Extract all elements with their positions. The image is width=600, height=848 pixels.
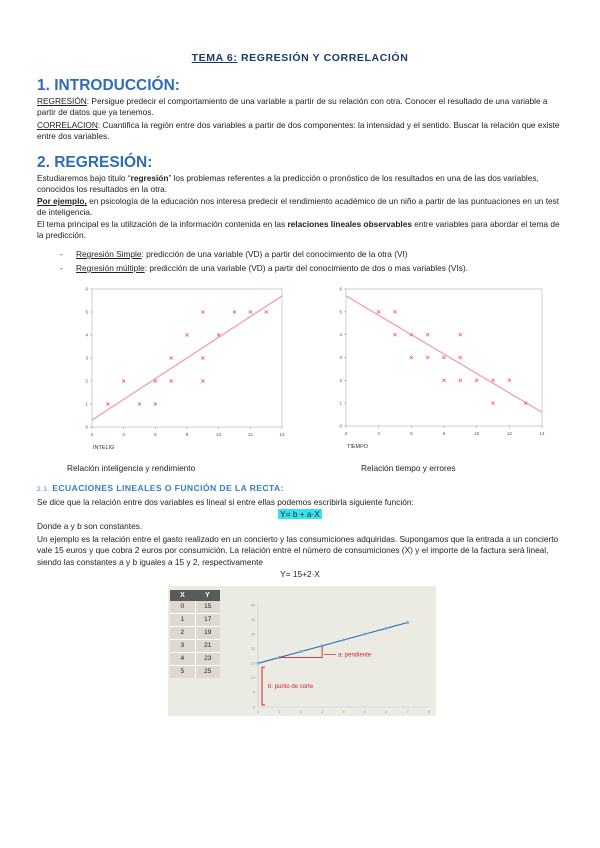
document-title (0, 52, 600, 64)
regression-line (346, 296, 542, 412)
x-axis-label: TIEMPO (347, 444, 369, 449)
y-tick-label: 0 (339, 423, 342, 429)
data-point (185, 333, 188, 336)
data-point (491, 379, 494, 382)
x-tick-label: 10 (474, 431, 480, 436)
p2-bold: Por ejemplo, (37, 196, 87, 206)
list-dash: - (60, 249, 63, 259)
term-regresion: REGRESIÓN (37, 96, 87, 106)
p1-bold: regresión (130, 173, 169, 183)
data-point (508, 379, 511, 382)
cell-y: 19 (204, 629, 212, 636)
x-tick-label: 4 (377, 431, 380, 436)
intercept-annotation: b: punto de corte (268, 684, 314, 691)
x-tick-label: 8 (185, 432, 189, 437)
xy-table (170, 590, 220, 678)
p3-b: entre variables para abordar el tema de la predicción. (37, 219, 560, 241)
section-1-heading: 1. INTRODUCCIÓN: (37, 77, 180, 94)
data-point (217, 333, 220, 336)
cell-x: 2 (170, 627, 196, 639)
formula-highlight: Y= b + a·X (280, 509, 320, 519)
sec2-paragraph-2 (37, 196, 567, 219)
y-tick-label: 6 (85, 286, 88, 292)
data-point (342, 638, 345, 641)
y-tick-label: 4 (339, 332, 342, 338)
formula-example: Y= 15+2·X (280, 569, 320, 579)
title-prefix: TEMA 6: (191, 52, 238, 64)
data-point (393, 333, 396, 336)
term-correlacion: CORRELACION (37, 120, 98, 130)
p1-b: ” los problemas referentes a la predicción o pronóstico de los resultados en una de las dos variables, conocidos los resultados en la otra. (37, 173, 539, 195)
sec1-correlacion-paragraph (37, 120, 567, 143)
regression-line (92, 296, 282, 420)
data-point (154, 379, 157, 382)
sec21-paragraph-1: Se dice que la relación entre dos variables es lineal si entre ellas podemos escribirla siguiente función: (37, 497, 414, 507)
y-tick-label: 5 (85, 309, 88, 315)
p1-a: Estudiaremos bajo titulo “ (37, 173, 131, 183)
y-tick-label: 35 (250, 603, 255, 608)
table-row (170, 627, 220, 640)
x-tick-label: 1 (278, 710, 281, 714)
cell-x: 0 (170, 601, 196, 613)
x-tick-label: 12 (506, 431, 512, 436)
data-point (410, 356, 413, 359)
x-tick-label: 10 (216, 432, 222, 437)
list-item (60, 249, 560, 261)
sec2-paragraph-3 (37, 219, 567, 242)
list-term: Regresión múltiple (76, 263, 145, 273)
caption-right: Relación tiempo y errores (361, 463, 456, 473)
x-tick-label: 12 (247, 432, 253, 437)
data-point (491, 402, 494, 405)
y-tick-label: 2 (339, 377, 342, 383)
data-point (442, 379, 445, 382)
x-tick-label: 2 (299, 710, 302, 714)
y-tick-label: 15 (250, 661, 255, 666)
x-tick-label: 2 (90, 432, 94, 437)
data-point (377, 310, 380, 313)
x-tick-label: 6 (410, 431, 413, 436)
data-point (257, 662, 260, 665)
y-tick-label: 6 (339, 286, 342, 292)
data-point (426, 356, 429, 359)
p3-bold: relaciones lineales observables (287, 219, 412, 229)
table-header (170, 590, 220, 601)
data-point (106, 402, 109, 405)
data-point (138, 402, 141, 405)
x-tick-label: 6 (154, 432, 157, 437)
table-row (170, 614, 220, 627)
sec1-regresion-paragraph (37, 96, 567, 119)
x-tick-label: 5 (363, 710, 366, 714)
data-point (406, 621, 409, 624)
data-point (363, 633, 366, 636)
data-point (122, 379, 125, 382)
cell-x: 1 (170, 614, 196, 626)
intercept-brace (262, 667, 265, 705)
data-point (475, 379, 478, 382)
y-tick-label: 1 (85, 401, 88, 407)
data-point (442, 356, 445, 359)
table-row (170, 640, 220, 653)
line-chart-example (238, 597, 434, 715)
y-tick-label: 30 (250, 617, 255, 622)
header-x: X (180, 592, 185, 599)
data-point (459, 379, 462, 382)
data-point (154, 402, 157, 405)
data-point (201, 310, 204, 313)
cell-y: 21 (204, 642, 212, 649)
regresion-definition: : Persigue predecir el comportamiento de una variable a partir de su relación con otra. Conocer el resultado de una variable a partir de datos que ya tenemos. (37, 96, 548, 118)
y-tick-label: 20 (250, 647, 255, 652)
data-point (385, 627, 388, 630)
data-point (459, 356, 462, 359)
cell-x: 5 (170, 666, 196, 678)
correlacion-definition: : Cuantifica la región entre dos variables a partir de dos componentes: la intensidad y el sentido. Buscar la relación que existe entre dos variables. (37, 120, 560, 142)
cell-x: 3 (170, 640, 196, 652)
data-point (426, 333, 429, 336)
data-point (299, 650, 302, 653)
x-tick-label: 6 (385, 710, 388, 714)
table-row (170, 601, 220, 614)
formula-row-1 (0, 509, 600, 520)
p2-text: en psicología de la educación nos interesa predecir el rendimiento académico de un niño a partir de las puntuaciones en un test de inteligencia. (37, 196, 560, 218)
list-term: Regresión Simple (76, 249, 142, 259)
y-tick-label: 1 (339, 400, 342, 406)
sec21-paragraph-2: Donde a y b son constantes. (37, 521, 143, 531)
cell-x: 4 (170, 653, 196, 665)
x-tick-label: 2 (344, 431, 348, 436)
scatter-chart-tiempo (338, 284, 550, 449)
data-point (265, 310, 268, 313)
cell-y: 17 (204, 616, 212, 623)
sec2-paragraph-1 (37, 173, 567, 196)
data-point (233, 310, 236, 313)
sec21-paragraph-3: Un ejemplo es la relación entre el gasto realizado en un concierto y las consumiciones adquiridas. Supongamos que la entrada a un concierto vale 15 euros y que cobra 2 euros por consumición. La relación entre el número de consumiciones (X) y el importe de la factura será lineal, siendo las constantes a y b iguales a 15 y 2, respectivamente (37, 534, 559, 567)
p3-a: El tema principal es la utilización de la información contenida en las (37, 219, 288, 229)
y-tick-label: 0 (85, 424, 88, 430)
x-axis-label: INTELIG (93, 445, 115, 449)
x-tick-label: 8 (427, 710, 431, 714)
x-tick-label: 7 (406, 710, 409, 714)
section-2-heading: 2. REGRESIÓN: (37, 154, 153, 171)
data-point (249, 310, 252, 313)
y-tick-label: 2 (85, 378, 88, 384)
x-tick-label: 14 (539, 431, 545, 436)
table-row (170, 653, 220, 666)
cell-y: 15 (204, 603, 212, 610)
y-tick-label: 10 (250, 676, 255, 681)
title-rest: REGRESIÓN Y CORRELACIÓN (237, 52, 409, 64)
scatter-chart-intelig (82, 284, 292, 449)
x-tick-label: 8 (442, 431, 446, 436)
list-item (60, 263, 560, 275)
section-number: 2.1. (37, 486, 50, 493)
list-text: : predicción de una variable (VD) a partir del conocimiento de dos o mas variables (VIs). (144, 263, 468, 273)
y-tick-label: 5 (339, 309, 342, 315)
x-tick-label: 4 (342, 710, 345, 714)
data-point (201, 379, 204, 382)
y-tick-label: 0 (252, 705, 255, 710)
data-point (170, 356, 173, 359)
data-point (170, 379, 173, 382)
x-tick-label: 4 (122, 432, 125, 437)
y-tick-label: 3 (339, 355, 342, 360)
y-tick-label: 5 (252, 690, 255, 695)
table-row (170, 666, 220, 678)
formula-row-2 (0, 569, 600, 579)
data-point (393, 310, 396, 313)
data-point (201, 356, 204, 359)
list-text: : predicción de una variable (VD) a partir del conocimiento de la otra (VI) (141, 249, 408, 259)
x-tick-label: 3 (321, 710, 324, 714)
y-tick-label: 25 (250, 632, 255, 637)
caption-left: Relación inteligencia y rendimiento (67, 463, 196, 473)
cell-y: 25 (204, 668, 212, 675)
cell-y: 23 (204, 655, 212, 662)
section-2-1-heading (37, 483, 284, 493)
y-tick-label: 3 (85, 355, 88, 361)
section-title: ECUACIONES LINEALES O FUNCIÓN DE LA RECTA: (49, 483, 284, 493)
list-dash: - (60, 263, 63, 273)
x-tick-label: 0 (256, 710, 260, 714)
header-y: Y (205, 592, 210, 599)
slope-annotation: a: pendiente (338, 652, 372, 659)
y-tick-label: 4 (85, 332, 88, 338)
x-tick-label: 14 (279, 432, 285, 437)
data-point (459, 333, 462, 336)
